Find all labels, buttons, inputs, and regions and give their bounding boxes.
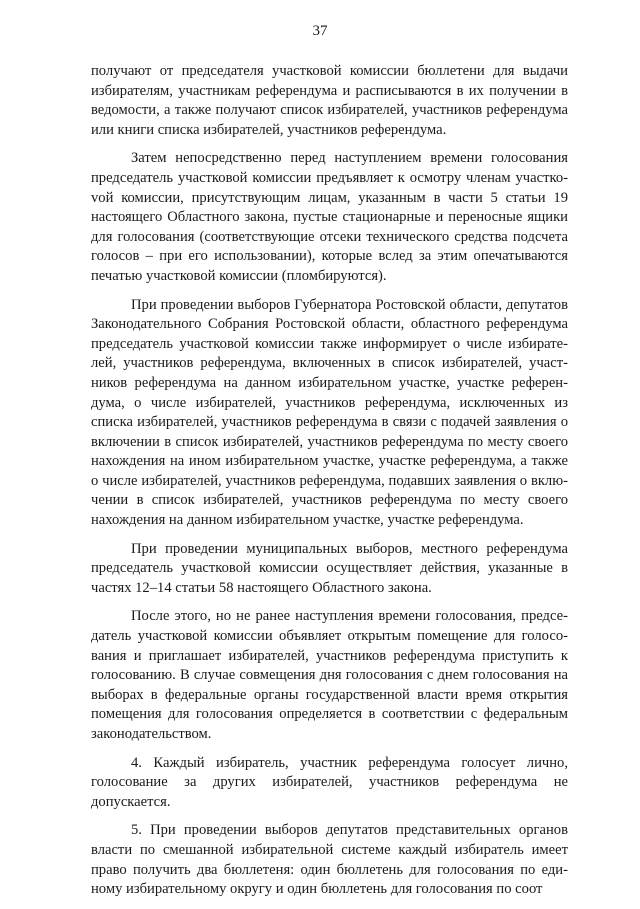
paragraph: При проведении выборов Губернатора Ростовской области, депутатов Законодательного Собрания Ростовской области, областного референдума председатель участковой комиссии также информирует о числе избирателей, участников референдума, включенных в список избирателей, участников референдума на данном избирательном участке, участке референдума, о числе избирателей, участников референдума, исключенных из списка избирателей, участников референдума в связи с подачей заявления о включении в список избирателей, участников референдума по месту своего нахождения на ином избирательном участке, участке референдума, а также о числе избирателей, участников референдума, подавших заявления о включении в список избирателей, участников референдума по месту своего нахождения на данном избирательном участке, участке референдума. bbox=[91, 296, 568, 529]
paragraph: После этого, но не ранее наступления времени голосования, председатель участковой комиссии объявляет открытым помещение для голосования и приглашает избирателей, участников референдума приступить к голосованию. В случае совмещения дня голосования с днем голосования на выборах в федеральные органы государственной власти время открытия помещения для голосования определяется в соответствии с федеральным законодательством. bbox=[91, 608, 568, 742]
paragraph-continuation: получают от председателя участковой комиссии бюллетени для выдачи избирателям, участникам референдума и расписываются в их получении в ведомости, а также получают список избирателей, участников референдума или книги списка избирателей, участников референдума. bbox=[91, 63, 568, 138]
paragraph: При проведении муниципальных выборов, местного референдума председатель участковой комиссии осуществляет действия, указанные в частях 12–14 статьи 58 настоящего Областного закона. bbox=[91, 540, 568, 596]
document-body bbox=[91, 62, 568, 909]
paragraph-item-4: 4. Каждый избиратель, участник референдума голосует лично, голосование за других избирателей, участников референдума не допускается. bbox=[91, 754, 568, 810]
page-number: 37 bbox=[312, 23, 328, 39]
paragraph-item-5: 5. При проведении выборов депутатов представительных органов власти по смешанной избирательной системе каждый избиратель имеет право получить два бюллетеня: один бюллетень для голосования по единому избирательному округу и один бюллетень для голосования по соот bbox=[91, 822, 568, 898]
paragraph: Затем непосредственно перед наступлением времени голосования председатель участковой комиссии предъявляет к осмотру членам участкоvой комиссии, присутствующим лицам, указанным в части 5 статьи 19 настоящего Областного закона, пустые стационарные и переносные ящики для голосования (соответствующие отсеки технического средства подсчета голосов – при его использовании), которые вслед за этим опечатываются печатью участковой комиссии (пломбируются). bbox=[91, 150, 568, 284]
